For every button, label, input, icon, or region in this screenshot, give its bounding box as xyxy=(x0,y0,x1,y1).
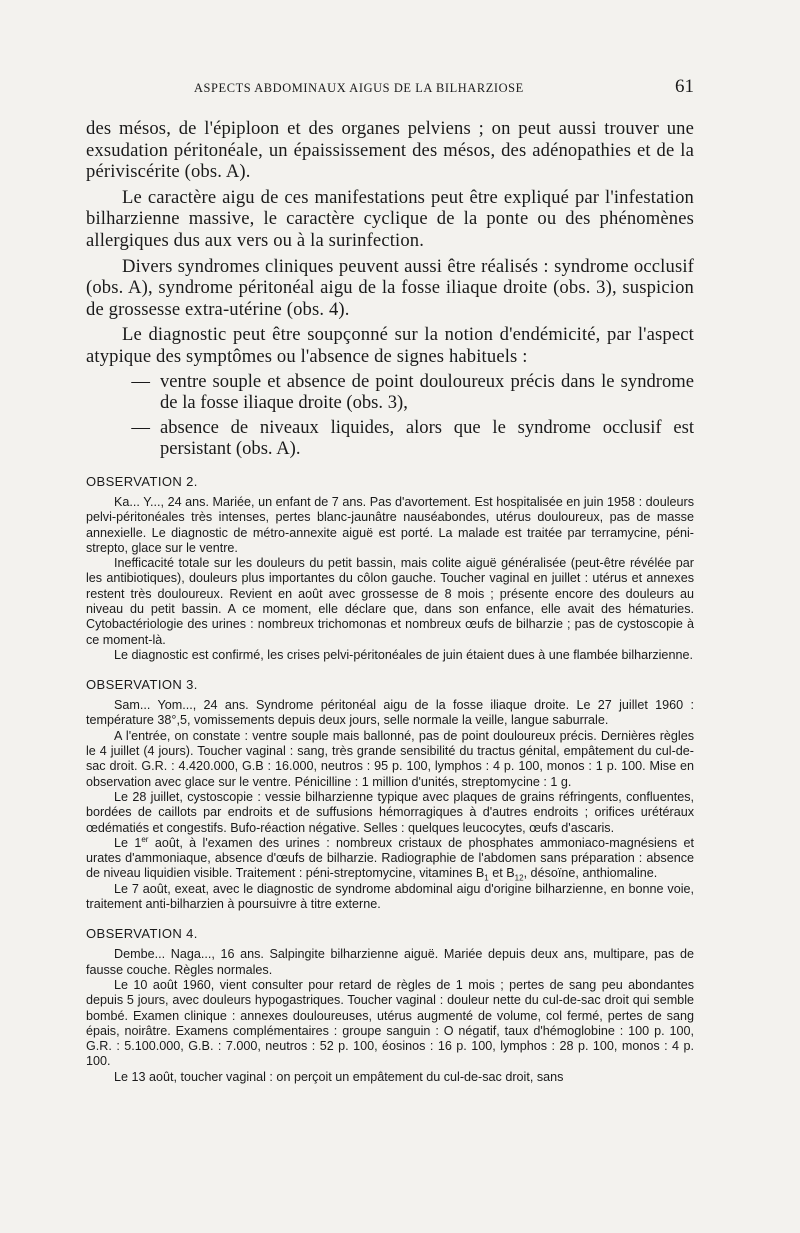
paragraph: des mésos, de l'épiploon et des organes pelviens ; on peut aussi trouver une exsudation péritonéale, un épaississement des mésos, des adénopathies et de la périviscérite (obs. A). xyxy=(86,118,694,183)
paragraph: Le caractère aigu de ces manifestations peut être expliqué par l'infestation bilharzienne massive, le caractère cyclique de la ponte ou des phénomènes allergiques dus aux vers ou à la surinfection. xyxy=(86,186,694,251)
paragraph: Ka... Y..., 24 ans. Mariée, un enfant de 7 ans. Pas d'avortement. Est hospitalisée en juin 1958 : douleurs pelvi-péritonéales très intenses, pertes blanc-jaunâtre nauséabondes, utérus douloureux, pas de masse annexielle. Le diagnostic de métro-annexite aiguë est porté. La malade est traitée par terramycine, péni-strepto, glace sur le ventre. xyxy=(86,494,694,555)
observation-3 xyxy=(86,698,694,912)
dash-mark: — xyxy=(131,416,150,438)
list-item xyxy=(86,371,694,414)
paragraph: Le diagnostic peut être soupçonné sur la notion d'endémicité, par l'aspect atypique des symptômes ou l'absence de signes habituels : xyxy=(86,324,694,367)
subscript: 1 xyxy=(484,873,489,883)
page-header xyxy=(86,76,694,100)
paragraph: Le 13 août, toucher vaginal : on perçoit un empâtement du cul-de-sac droit, sans xyxy=(114,1069,564,1084)
text-run: août, à l'examen des urines : nombreux cristaux de phosphates ammoniaco-magnésiens et urates d'ammoniaque, absence d'œufs de bilharzie. Radiographie de l'abdomen sans préparation : absence de niveau liquidien visible. Traitement : péni-streptomycine, vitamines B xyxy=(86,835,694,881)
observation-heading: OBSERVATION 3. xyxy=(86,677,198,693)
paragraph: Inefficacité totale sur les douleurs du petit bassin, mais colite aiguë généralisée (peut-être révélée par les antibiotiques), douleurs plus importantes du côlon gauche. Toucher vaginal en juillet : utérus et annexes restent très douloureux. Revient en août avec grossesse de 8 mois ; présente encore des douleurs au niveau du petit bassin. A ce moment, elle déclare que, dans son enfance, elle avait des hématuries. Cytobactériologie des urines : nombreux trichomonas et nombreux œufs de bilharzie ; pas de cystoscopie à ce moment-là. xyxy=(86,556,694,647)
paragraph xyxy=(86,836,694,882)
list-item xyxy=(86,417,694,460)
dash-mark: — xyxy=(131,370,150,392)
observation-heading: OBSERVATION 2. xyxy=(86,473,198,489)
subscript: 12 xyxy=(514,873,524,883)
dash-list xyxy=(86,371,694,460)
page-number: 61 xyxy=(675,76,694,97)
list-item-text: ventre souple et absence de point douloureux précis dans le syndrome de la fosse iliaque droite (obs. 3), xyxy=(160,370,694,414)
paragraph: Le 28 juillet, cystoscopie : vessie bilharzienne typique avec plaques de grains réfringents, confluentes, bordées de caillots par endroits et de suffusions hémorragiques à d'autres endroits ; orifices urétéraux œdématiés et congestifs. Bufo-réaction négative. Selles : quelques leucocytes, œufs d'ascaris. xyxy=(86,789,694,835)
paragraph: A l'entrée, on constate : ventre souple mais ballonné, pas de point douloureux précis. Dernières règles le 4 juillet (4 jours). Toucher vaginal : sang, très grande sensibilité du tractus génital, empâtement du cul-de-sac droit. G.R. : 4.420.000, G.B : 16.000, neutros : 95 p. 100, lymphos : 4 p. 100, monos : 1 p. 100. Mise en observation avec glace sur le ventre. Pénicilline : 1 million d'unités, streptomycine : 1 g. xyxy=(86,728,694,789)
paragraph: Sam... Yom..., 24 ans. Syndrome péritonéal aigu de la fosse iliaque droite. Le 27 juillet 1960 : température 38°,5, vomissements depuis deux jours, selle normale la veille, langue saburrale. xyxy=(86,698,694,728)
running-head: ASPECTS ABDOMINAUX AIGUS DE LA BILHARZIOSE xyxy=(194,81,524,95)
paragraph: Dembe... Naga..., 16 ans. Salpingite bilharzienne aiguë. Mariée depuis deux ans, multipare, pas de fausse couche. Règles normales. xyxy=(86,947,694,977)
list-item-text: absence de niveaux liquides, alors que le syndrome occlusif est persistant (obs. A). xyxy=(160,416,694,460)
paragraph: Le 7 août, exeat, avec le diagnostic de syndrome abdominal aigu d'origine bilharzienne, en bonne voie, traitement anti-bilharzien à poursuivre à titre externe. xyxy=(86,881,694,912)
observation-4 xyxy=(86,947,694,1085)
text-run: Le 1 xyxy=(114,835,142,850)
intro-section xyxy=(86,118,694,460)
observation-2 xyxy=(86,495,694,663)
paragraph: Divers syndromes cliniques peuvent aussi être réalisés : syndrome occlusif (obs. A), syndrome péritonéal aigu de la fosse iliaque droite (obs. 3), suspicion de grossesse extra-utérine (obs. 4). xyxy=(86,255,694,320)
text-run: , désoïne, anthiomaline. xyxy=(523,866,658,881)
text-run: et B xyxy=(488,866,515,881)
observation-heading: OBSERVATION 4. xyxy=(86,926,198,942)
paragraph: Le 10 août 1960, vient consulter pour retard de règles de 1 mois ; pertes de sang peu abondantes depuis 5 jours, avec douleurs hypogastriques. Toucher vaginal : douleur nette du cul-de-sac droit qui semble bombé. Examen clinique : annexes douloureuses, utérus augmenté de volume, col fermé, pertes de sang épais, noirâtre. Examens complémentaires : groupe sanguin : O négatif, taux d'hémoglobine : 100 p. 100, G.R. : 5.100.000, G.B. : 7.000, neutros : 52 p. 100, éosinos : 16 p. 100, lymphos : 28 p. 100, monos : 4 p. 100. xyxy=(86,977,694,1069)
page-content xyxy=(86,76,694,1085)
superscript: er xyxy=(141,834,149,844)
paragraph: Le diagnostic est confirmé, les crises pelvi-péritonéales de juin étaient dues à une flambée bilharzienne. xyxy=(114,647,693,662)
